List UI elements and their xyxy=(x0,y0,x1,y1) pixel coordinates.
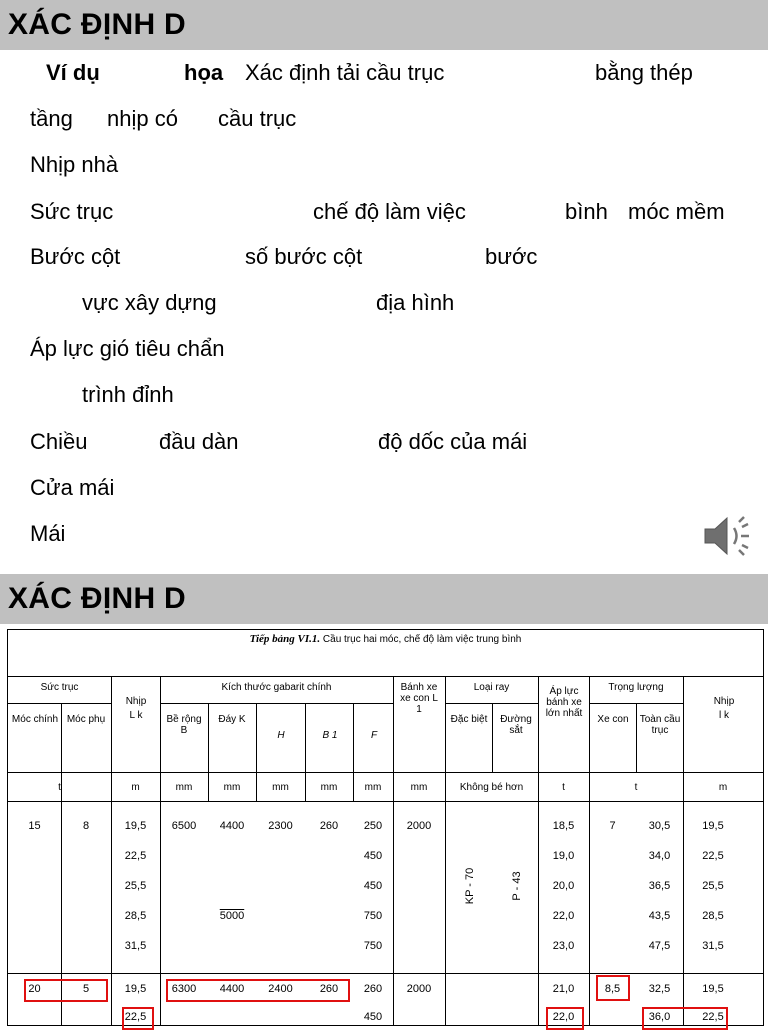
table-cell: 22,5 xyxy=(124,850,147,862)
header-be-rong: Bề rộng B xyxy=(166,714,202,736)
text-line: vực xây dựng xyxy=(82,290,217,315)
header-suc-truc: Sức trục xyxy=(40,682,79,693)
table-cell: 2000 xyxy=(406,983,432,995)
header-moc-chinh: Móc chính xyxy=(11,714,59,725)
text-line: độ dốc của mái xyxy=(378,429,528,454)
header-duong-sat: Đường sắt xyxy=(500,714,532,736)
title-bar xyxy=(0,574,768,624)
table-cell: 20 xyxy=(28,983,41,995)
table-cell: 22,0 xyxy=(552,910,575,922)
text-line: Chiều xyxy=(30,429,88,454)
text-line: Bước cột xyxy=(30,244,121,269)
table-cell: 22,5 xyxy=(702,850,724,862)
table-cell: 22,5 xyxy=(124,1011,147,1023)
text-line: tầng xyxy=(30,106,73,131)
header-banh-xe: Bánh xe xe con L 1 xyxy=(400,682,438,715)
table-cell: 22,0 xyxy=(552,1011,575,1023)
table-cell: 450 xyxy=(363,880,383,892)
text-line: Sức trục xyxy=(30,199,114,224)
header-xe-con: Xe con xyxy=(597,714,629,725)
title-bar xyxy=(0,0,768,50)
highlight-box xyxy=(642,1007,728,1030)
text-line: số bước cột xyxy=(245,244,363,269)
table-cell: 47,5 xyxy=(648,940,671,952)
table-cell: 30,5 xyxy=(648,820,671,832)
table-cell: 250 xyxy=(363,820,383,832)
illustration-label: họa xyxy=(184,60,224,85)
unit-cell: t xyxy=(634,782,638,793)
table-cell: 21,0 xyxy=(552,983,575,995)
table-caption: Tiếp bảng VI.1. Cầu trục hai móc, chế độ làm việc trung bình xyxy=(249,633,522,645)
unit-cell: mm xyxy=(320,782,338,793)
table-cell: 31,5 xyxy=(702,940,724,952)
text-line: Nhịp nhà xyxy=(30,152,119,177)
speaker-icon[interactable] xyxy=(703,512,755,560)
highlight-box xyxy=(166,979,350,1002)
crane-table xyxy=(7,629,764,1026)
table-cell: 6300 xyxy=(171,983,197,995)
text-line: bước xyxy=(485,244,538,269)
text-line: Áp lực gió tiêu chẩn xyxy=(30,336,225,361)
table-cell: 19,5 xyxy=(124,983,147,995)
header-kich-thuoc: Kích thước gabarit chính xyxy=(221,682,332,693)
text-line: Cửa mái xyxy=(30,475,115,500)
text-line: đầu dàn xyxy=(159,429,239,454)
header-nhip: Nhịp xyxy=(125,696,147,707)
slide-title: XÁC ĐỊNH D xyxy=(8,582,187,615)
header-day-k: Đáy K xyxy=(218,714,246,725)
header-toan-cau-truc: Toàn cầu trục xyxy=(639,714,681,736)
table-cell: 31,5 xyxy=(124,940,147,952)
table-cell: 2000 xyxy=(406,820,432,832)
header-moc-phu: Móc phụ xyxy=(66,714,106,725)
table-cell: 34,0 xyxy=(648,850,671,862)
table-cell: 25,5 xyxy=(702,880,724,892)
table-cell: 450 xyxy=(363,850,383,862)
table-cell: 15 xyxy=(28,820,41,832)
table-cell: 19,5 xyxy=(124,820,147,832)
table-cell: 4400 xyxy=(219,820,245,832)
table-cell: 28,5 xyxy=(124,910,147,922)
unit-cell: mm xyxy=(364,782,382,793)
table-cell: 260 xyxy=(319,983,339,995)
table-cell: 36,0 xyxy=(648,1011,671,1023)
table-cell: 19,5 xyxy=(702,820,724,832)
text-line: móc mềm xyxy=(628,199,725,224)
text-line: bằng thép xyxy=(595,60,693,85)
table-cell: 260 xyxy=(363,983,383,995)
header-b1: B 1 xyxy=(322,730,338,741)
table-cell: 4400 xyxy=(219,983,245,995)
highlight-box xyxy=(596,975,630,1001)
table-cell: 19,0 xyxy=(552,850,575,862)
text-line: Xác định tải cầu trục xyxy=(245,60,445,85)
unit-cell: m xyxy=(718,782,728,793)
rail-p-label: P - 43 xyxy=(511,871,523,901)
table-cell: 6500 xyxy=(171,820,197,832)
unit-cell: m xyxy=(131,782,140,793)
text-line: trình đỉnh xyxy=(82,382,174,407)
table-cell: 43,5 xyxy=(648,910,671,922)
header-lk-2: l k xyxy=(719,710,729,721)
table-cell: 18,5 xyxy=(552,820,575,832)
text-line: Mái xyxy=(30,521,66,546)
slide-title: XÁC ĐỊNH D xyxy=(8,8,187,41)
text-line: cầu trục xyxy=(218,106,297,131)
table-cell: 20,0 xyxy=(552,880,575,892)
table-cell: 260 xyxy=(319,820,339,832)
header-lk: L k xyxy=(129,710,143,721)
slide-2 xyxy=(0,574,768,1024)
table-cell: 750 xyxy=(363,910,383,922)
table-cell: 2300 xyxy=(268,820,293,832)
table-cell: 22,5 xyxy=(702,1011,724,1023)
text-line: bình xyxy=(565,199,608,224)
text-line: chế độ làm việc xyxy=(313,199,466,224)
example-label: Ví dụ xyxy=(46,60,100,85)
header-dac-biet: Đặc biệt xyxy=(450,714,488,725)
header-trong-luong: Trọng lượng xyxy=(608,682,664,693)
unit-cell: t xyxy=(58,782,61,793)
unit-cell: mm xyxy=(410,782,428,793)
table-cell: 8,5 xyxy=(604,983,621,995)
table-cell: 19,5 xyxy=(702,983,724,995)
highlight-box xyxy=(24,979,108,1002)
table-cell: 28,5 xyxy=(702,910,724,922)
header-h: H xyxy=(277,730,285,741)
table-cell: 25,5 xyxy=(124,880,147,892)
table-cell: 750 xyxy=(363,940,383,952)
table-cell: 5 xyxy=(82,983,90,995)
header-loai-ray: Loại ray xyxy=(473,682,510,693)
table-cell: 7 xyxy=(609,820,616,832)
table-cell: 2400 xyxy=(268,983,293,995)
table-cell: 450 xyxy=(363,1011,383,1023)
rail-kp-label: KP - 70 xyxy=(464,867,476,905)
unit-cell: mm xyxy=(223,782,241,793)
unit-cell: mm xyxy=(175,782,193,793)
text-line: nhịp có xyxy=(107,106,178,131)
table-cell: 36,5 xyxy=(648,880,671,892)
unit-cell: Không bé hơn xyxy=(459,782,524,793)
table-cell: 8 xyxy=(82,820,90,832)
table-cell: 23,0 xyxy=(552,940,575,952)
unit-cell: t xyxy=(562,782,565,793)
text-line: địa hình xyxy=(376,290,455,315)
highlight-box xyxy=(122,1007,154,1030)
highlight-box xyxy=(546,1007,584,1030)
unit-cell: mm xyxy=(272,782,289,793)
header-f: F xyxy=(370,730,378,741)
header-nhip-2: Nhịp xyxy=(713,696,735,707)
table-cell: 5000 xyxy=(219,910,245,922)
header-ap-luc: Áp lực bánh xe lớn nhất xyxy=(545,686,583,719)
table-cell: 32,5 xyxy=(648,983,671,995)
